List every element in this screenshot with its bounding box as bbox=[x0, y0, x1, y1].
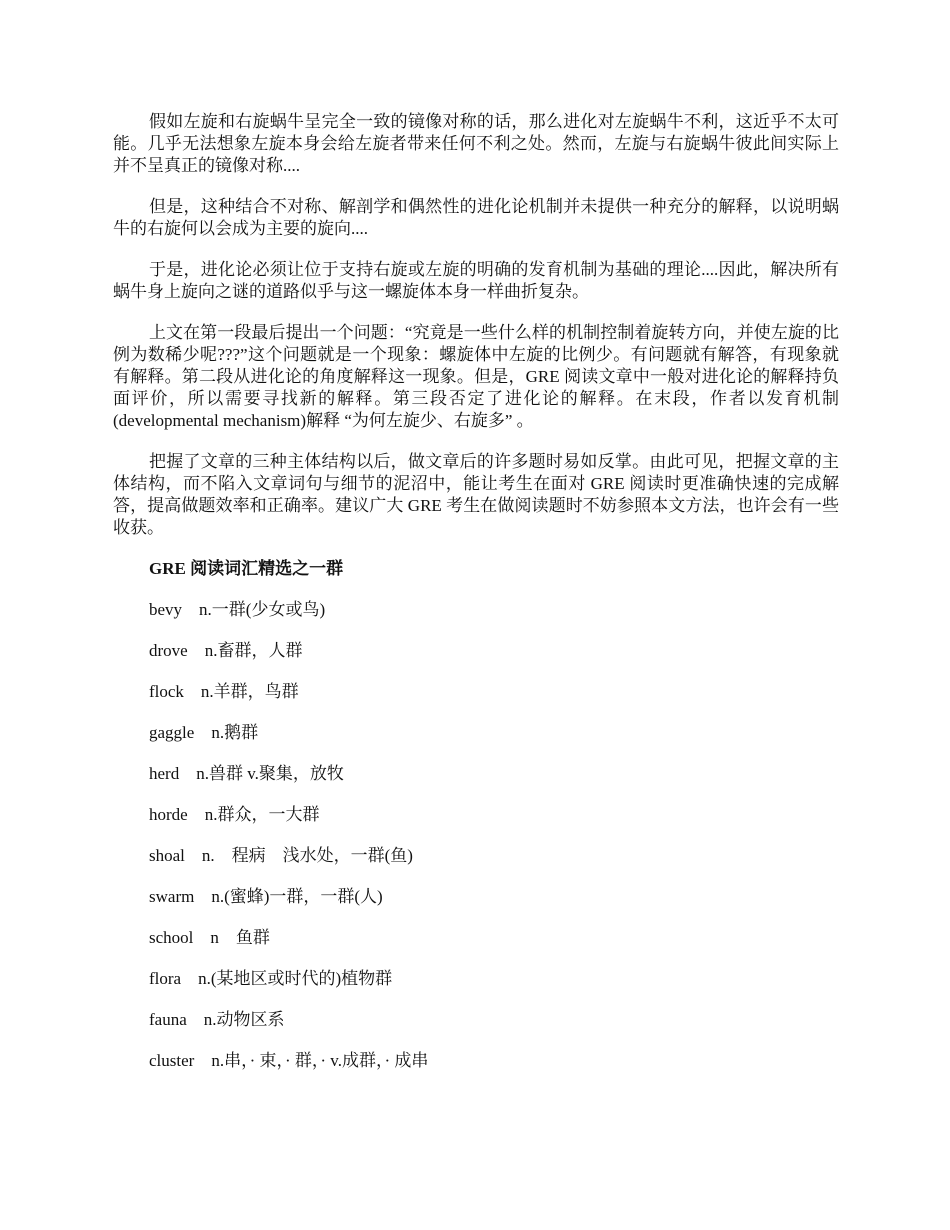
vocab-item-flora: flora n.(某地区或时代的)植物群 bbox=[149, 969, 393, 988]
vocab-item-cluster: cluster n.串，· 束，· 群，· v.成群，· 成串 bbox=[149, 1051, 429, 1070]
paragraph-2: 但是，这种结合不对称、解剖学和偶然性的进化论机制并未提供一种充分的解释，以说明蜗牛的右旋何以会成为主要的旋向.... bbox=[113, 197, 839, 238]
vocab-item-drove: drove n.畜群，人群 bbox=[149, 641, 303, 660]
vocab-item-shoal: shoal n. 程病 浅水处，一群(鱼) bbox=[149, 846, 413, 865]
vocab-heading: GRE 阅读词汇精选之一群 bbox=[149, 559, 344, 578]
vocab-item-herd: herd n.兽群 v.聚集，放牧 bbox=[149, 764, 344, 783]
vocab-item-flock: flock n.羊群，鸟群 bbox=[149, 682, 299, 701]
paragraph-5: 把握了文章的三种主体结构以后，做文章后的许多题时易如反掌。由此可见，把握文章的主体结构，而不陷入文章词句与细节的泥沼中，能让考生在面对 GRE 阅读时更准确快速的完成解答，提高做题效率和正确率。建议广大 GRE 考生在做阅读题时不妨参照本文方法，也许会有一些收获。 bbox=[113, 452, 839, 537]
vocab-item-gaggle: gaggle n.鹅群 bbox=[149, 723, 259, 742]
vocab-item-bevy: bevy n.一群(少女或鸟) bbox=[149, 600, 326, 619]
vocab-list bbox=[113, 599, 839, 1072]
vocab-item-swarm: swarm n.(蜜蜂)一群，一群(人) bbox=[149, 887, 383, 906]
vocab-item-horde: horde n.群众，一大群 bbox=[149, 805, 320, 824]
paragraph-1: 假如左旋和右旋蜗牛呈完全一致的镜像对称的话，那么进化对左旋蜗牛不利，这近乎不太可能。几乎无法想象左旋本身会给左旋者带来任何不利之处。然而，左旋与右旋蜗牛彼此间实际上并不呈真正的镜像对称.... bbox=[113, 112, 839, 175]
vocab-item-fauna: fauna n.动物区系 bbox=[149, 1010, 285, 1029]
paragraph-4: 上文在第一段最后提出一个问题：“究竟是一些什么样的机制控制着旋转方向，并使左旋的比例为数稀少呢???”这个问题就是一个现象：螺旋体中左旋的比例少。有问题就有解答，有现象就有解释。第二段从进化论的角度解释这一现象。但是，GRE 阅读文章中一般对进化论的解释持负面评价，所以需要寻找新的解释。第三段否定了进化论的解释。在末段，作者以发育机制(developmental mechanism)解释 “为何左旋少、右旋多” 。 bbox=[113, 323, 839, 430]
vocab-item-school: school n 鱼群 bbox=[149, 928, 270, 947]
paragraph-3: 于是，进化论必须让位于支持右旋或左旋的明确的发育机制为基础的理论....因此，解决所有蜗牛身上旋向之谜的道路似乎与这一螺旋体本身一样曲折复杂。 bbox=[113, 260, 839, 301]
document-page bbox=[113, 111, 839, 1091]
